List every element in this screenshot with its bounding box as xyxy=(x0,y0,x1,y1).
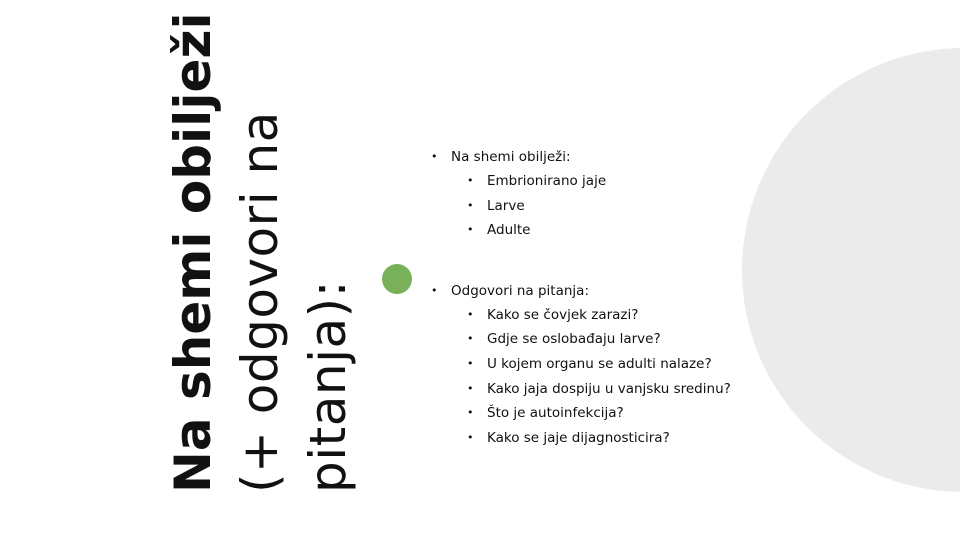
list-item: • Gdje se oslobađaju larve? xyxy=(431,327,771,352)
list-item: • Adulte xyxy=(431,218,771,243)
list-item: • Larve xyxy=(431,194,771,219)
list-item: • Kako se jaje dijagnosticira? xyxy=(431,426,771,451)
slide-title xyxy=(160,12,360,495)
title-bold-line: Na shemi obilježi xyxy=(164,12,222,493)
list-item: • Što je autoinfekcija? xyxy=(431,401,771,426)
list-item: • Kako jaja dospiju u vanjsku sredinu? xyxy=(431,377,771,402)
section1-heading: • Na shemi obilježi: xyxy=(431,145,771,169)
section-label-list xyxy=(431,145,771,243)
list-item: • U kojem organu se adulti nalaze? xyxy=(431,352,771,377)
list-item: • Embrionirano jaje xyxy=(431,169,771,194)
list-item: • Kako se čovjek zarazi? xyxy=(431,303,771,328)
title-line-2: (+ odgovori na xyxy=(231,111,289,493)
title-line-3: pitanja): xyxy=(299,280,357,493)
accent-dot xyxy=(382,264,412,294)
slide-content xyxy=(431,145,771,450)
section-questions-list xyxy=(431,279,771,451)
decorative-circle xyxy=(742,48,960,492)
section2-heading: • Odgovori na pitanja: xyxy=(431,279,771,303)
